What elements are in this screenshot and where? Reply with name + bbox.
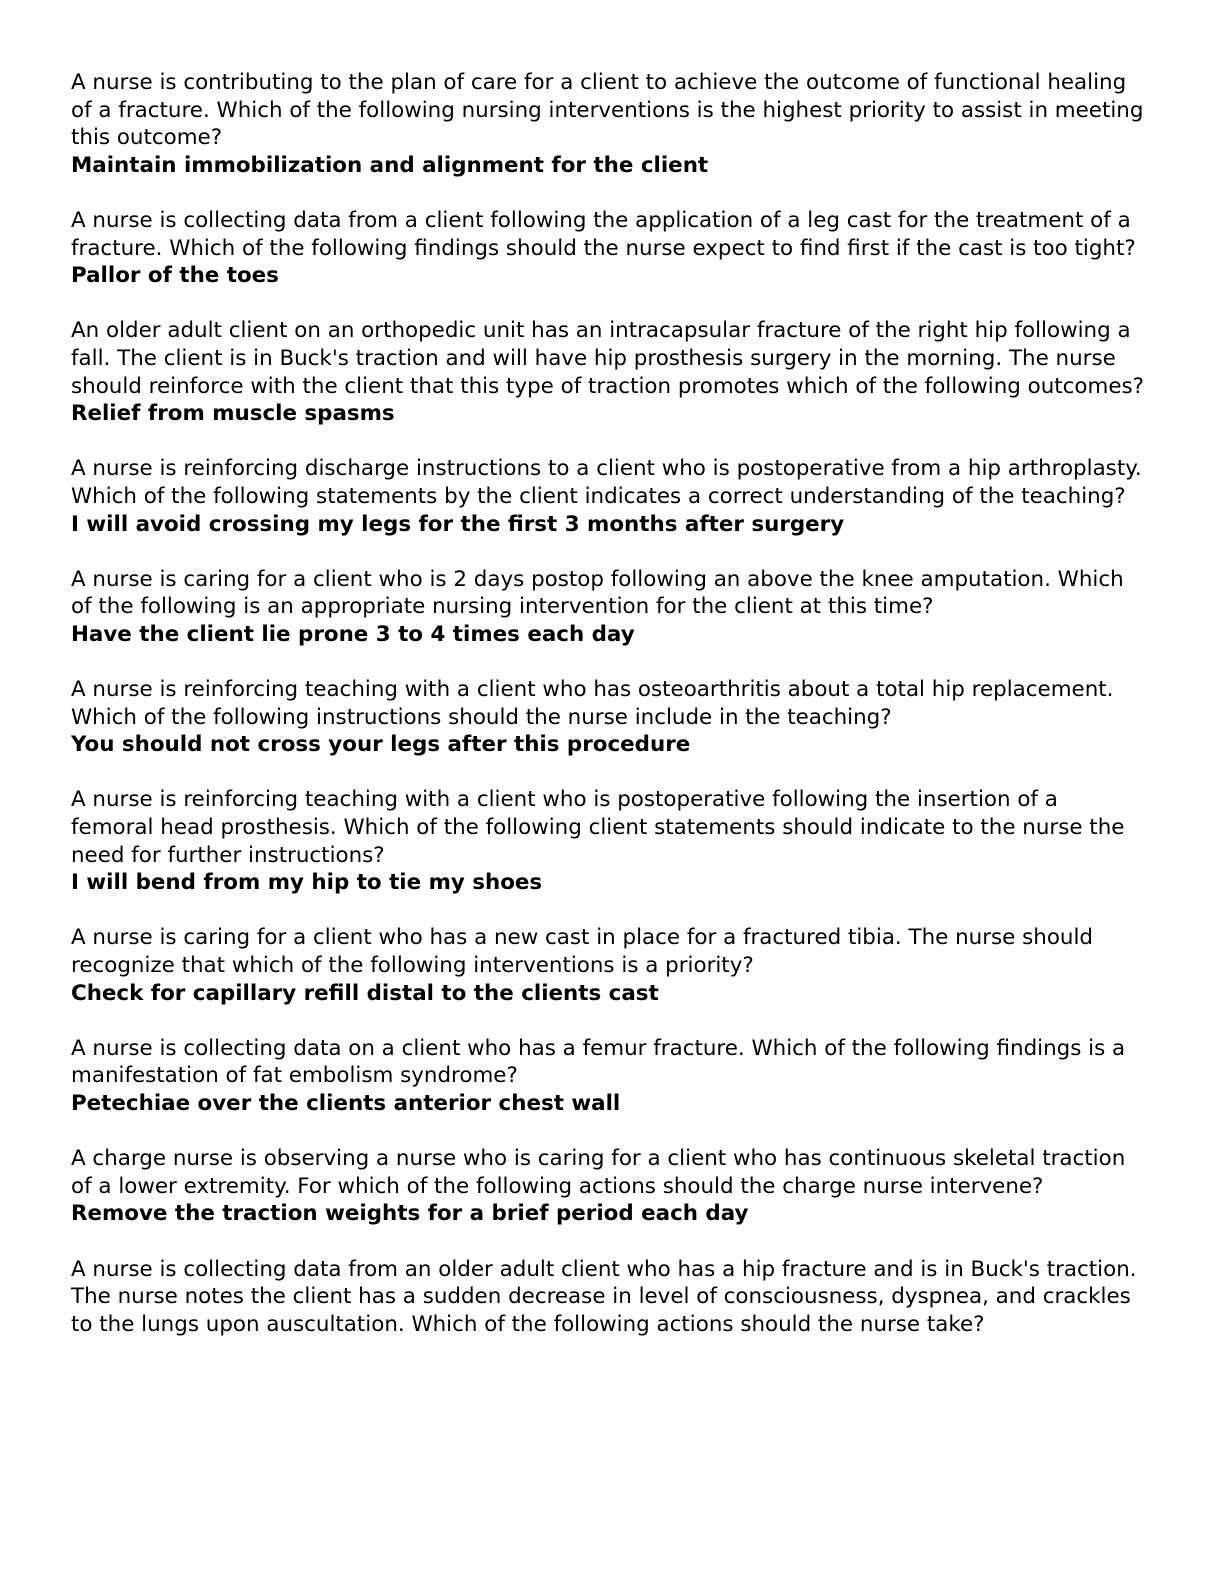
- answer-text: Relief from muscle spasms: [71, 401, 395, 427]
- document-page: [71, 69, 1146, 1366]
- answer-text: Petechiae over the clients anterior chest wall: [71, 1090, 621, 1116]
- qa-item: [71, 566, 1146, 649]
- qa-item: [71, 924, 1146, 1007]
- qa-item: [71, 676, 1146, 759]
- question-text: A nurse is collecting data from a client following the application of a leg cast for the treatment of a fracture. Which of the following findings should the nurse expect to find first if the cast is too tight?: [71, 207, 1136, 261]
- answer-text: Have the client lie prone 3 to 4 times each day: [71, 621, 635, 647]
- question-text: A nurse is collecting data from an older adult client who has a hip fracture and is in Buck's traction. The nurse notes the client has a sudden decrease in level of consciousness, dyspnea, and crackles to the lungs upon auscultation. Which of the following actions should the nurse take?: [71, 1256, 1137, 1337]
- answer-text: I will bend from my hip to tie my shoes: [71, 870, 543, 896]
- question-text: A nurse is reinforcing teaching with a client who is postoperative following the insertion of a femoral head prosthesis. Which of the following client statements should indicate to the nurse the need for further instructions?: [71, 787, 1125, 868]
- answer-text: Pallor of the toes: [71, 263, 279, 289]
- question-text: A nurse is reinforcing discharge instructions to a client who is postoperative from a hip arthroplasty. Which of the following statements by the client indicates a correct understanding of the teaching?: [71, 456, 1142, 509]
- qa-item: [71, 1256, 1146, 1339]
- qa-item: [71, 455, 1146, 538]
- answer-text: Remove the traction weights for a brief period each day: [71, 1201, 749, 1227]
- answer-text: Maintain immobilization and alignment for the client: [71, 152, 709, 178]
- qa-item: [71, 786, 1146, 896]
- answer-text: I will avoid crossing my legs for the first 3 months after surgery: [71, 511, 845, 537]
- qa-item: [71, 69, 1146, 179]
- qa-item: [71, 317, 1146, 427]
- qa-item: [71, 207, 1146, 290]
- answer-text: You should not cross your legs after this procedure: [71, 732, 691, 758]
- qa-item: [71, 1145, 1146, 1228]
- question-text: A nurse is caring for a client who has a new cast in place for a fractured tibia. The nurse should recognize that which of the following interventions is a priority?: [71, 925, 1093, 978]
- question-text: A charge nurse is observing a nurse who is caring for a client who has continuous skeletal traction of a lower extremity. For which of the following actions should the charge nurse intervene?: [71, 1146, 1126, 1199]
- question-text: A nurse is collecting data on a client who has a femur fracture. Which of the following findings is a manifestation of fat embolism syndrome?: [71, 1035, 1126, 1089]
- question-text: A nurse is contributing to the plan of care for a client to achieve the outcome of functional healing of a fracture. Which of the following nursing interventions is the highest priority to assist in meeting this outcome?: [71, 70, 1144, 151]
- answer-text: Check for capillary refill distal to the clients cast: [71, 980, 659, 1006]
- qa-item: [71, 1035, 1146, 1118]
- question-text: A nurse is caring for a client who is 2 days postop following an above the knee amputation. Which of the following is an appropriate nursing intervention for the client at this time?: [71, 566, 1124, 620]
- question-text: A nurse is reinforcing teaching with a client who has osteoarthritis about a total hip replacement. Which of the following instructions should the nurse include in the teaching?: [71, 677, 1114, 730]
- question-text: An older adult client on an orthopedic unit has an intracapsular fracture of the right hip following a fall. The client is in Buck's traction and will have hip prosthesis surgery in the morning. The nurse should reinforce with the client that this type of traction promotes which of the following outcomes?: [71, 318, 1145, 399]
